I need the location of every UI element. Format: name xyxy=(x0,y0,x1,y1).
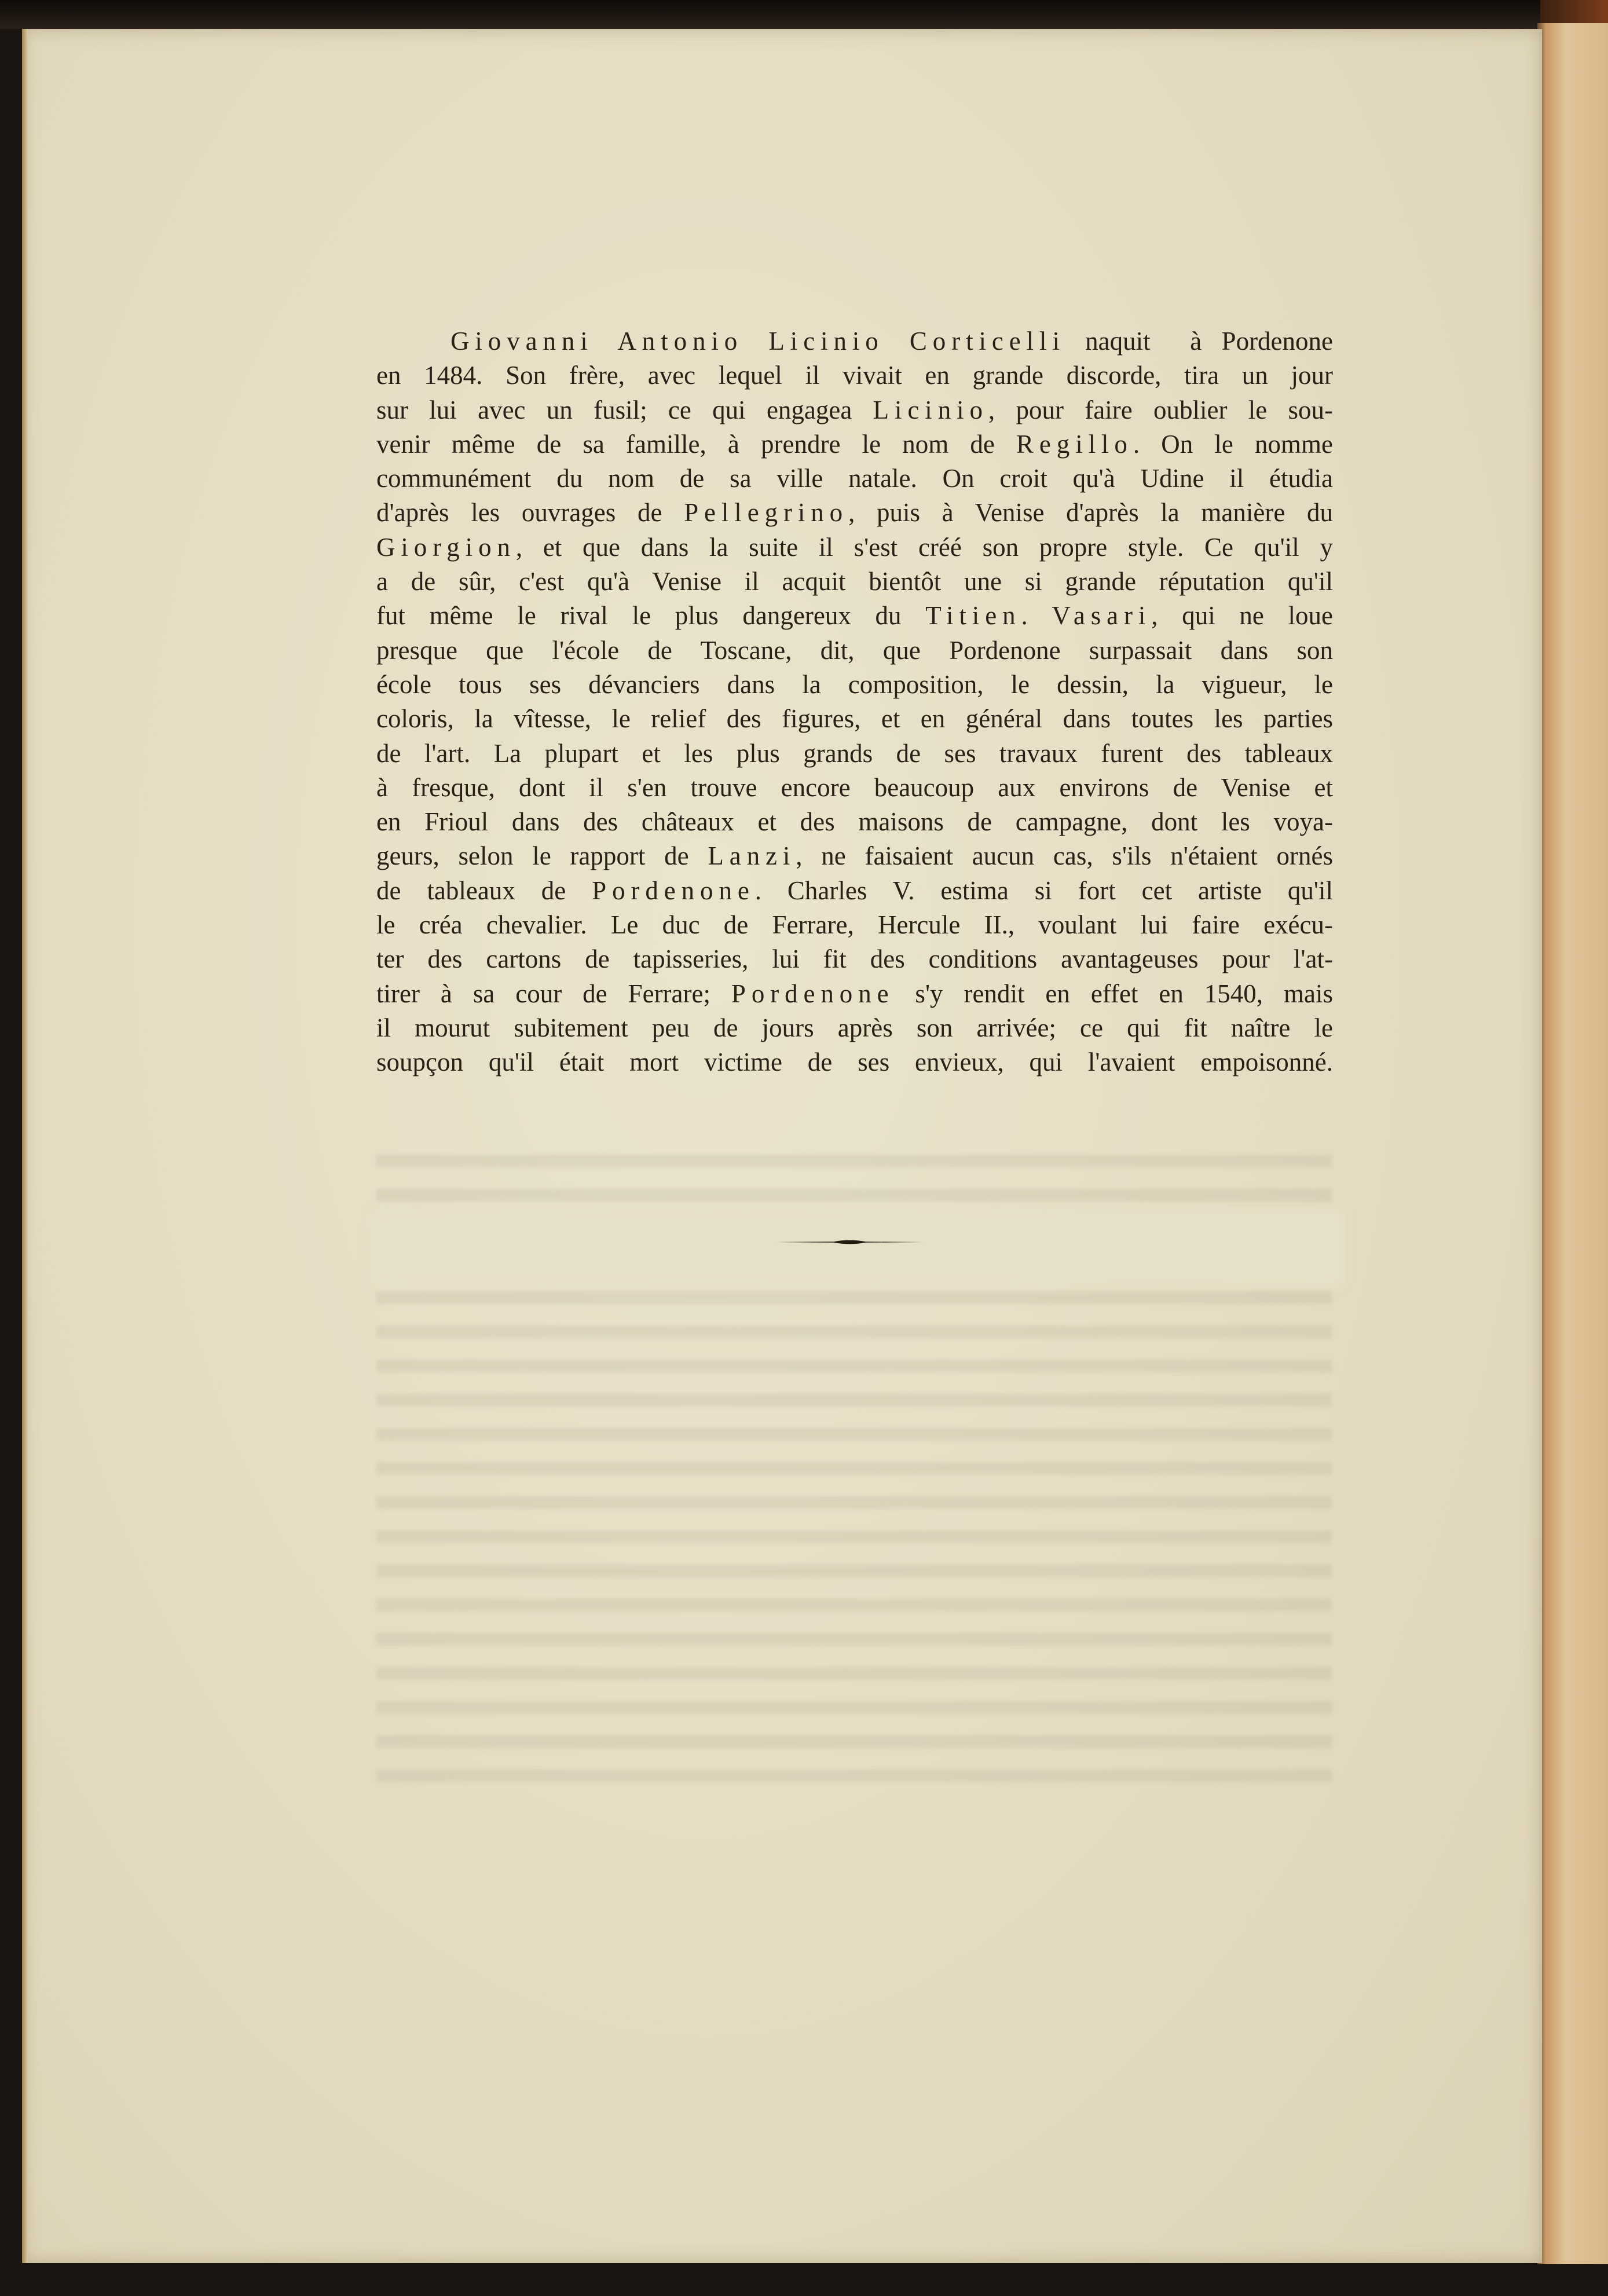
text-line xyxy=(376,565,1333,599)
text-segment: école tous ses dévanciers dans la composition, le dessin, la vigueur, le xyxy=(376,669,1333,699)
text-line xyxy=(376,737,1333,771)
text-line xyxy=(376,1011,1333,1045)
proper-name: Licinio xyxy=(873,395,988,424)
text-segment: geurs, selon le rapport de xyxy=(376,841,708,871)
text-segment: presque que l'école de Toscane, dit, que Pordenone surpassait dans son xyxy=(376,635,1333,665)
text-segment: a de sûr, c'est qu'à Venise il acquit bientôt une si grande réputation qu'il xyxy=(376,567,1333,596)
proper-name: Giovanni Antonio Licinio Corticelli xyxy=(450,327,1065,356)
text-line xyxy=(376,427,1333,462)
bleed-gap xyxy=(371,1210,1343,1286)
text-segment: naquit à Pordenone xyxy=(1065,327,1334,356)
proper-name: Titien xyxy=(925,601,1021,631)
text-line xyxy=(376,668,1333,702)
proper-name: Regillo xyxy=(1016,429,1133,459)
text-line xyxy=(376,977,1333,1011)
text-segment: , puis à Venise d'après la manière du xyxy=(848,498,1333,528)
text-segment: . xyxy=(1021,601,1052,631)
text-segment: à fresque, dont il s'en trouve encore beaucoup aux environs de Venise et xyxy=(376,772,1333,802)
text-line xyxy=(376,462,1333,496)
text-line xyxy=(376,633,1333,668)
text-line xyxy=(376,702,1333,736)
text-line xyxy=(376,805,1333,839)
text-segment: s'y rendit en effet en 1540, mais xyxy=(894,979,1333,1008)
facing-page-edge xyxy=(1537,23,1608,2264)
text-line xyxy=(376,393,1333,427)
scanner-background-top xyxy=(0,0,1608,29)
text-line xyxy=(376,599,1333,633)
text-segment: , ne faisaient aucun cas, s'ils n'étaient ornés xyxy=(796,841,1333,871)
text-line xyxy=(376,839,1333,873)
text-segment: coloris, la vîtesse, le relief des figures, et en général dans toutes les parties xyxy=(376,704,1333,734)
page-left-edge xyxy=(22,29,28,2263)
text-segment: le créa chevalier. Le duc de Ferrare, Hercule II., voulant lui faire exécu- xyxy=(376,910,1333,940)
text-line xyxy=(376,874,1333,908)
proper-name: Vasari xyxy=(1052,601,1152,631)
text-segment: de l'art. La plupart et les plus grands de ses travaux furent des tableaux xyxy=(376,738,1333,768)
text-line xyxy=(376,358,1333,393)
text-line xyxy=(376,908,1333,942)
text-line xyxy=(376,324,1333,358)
proper-name: Pellegrino xyxy=(684,498,849,528)
proper-name: Lanzi xyxy=(708,841,796,871)
tapered-rule-ornament-icon xyxy=(776,1238,924,1246)
body-paragraph xyxy=(376,324,1333,1080)
text-segment: en 1484. Son frère, avec lequel il vivait en grande discorde, tira un jour xyxy=(376,361,1333,390)
text-segment: ter des cartons de tapisseries, lui fit des conditions avantageuses pour l'at- xyxy=(376,944,1333,974)
text-line xyxy=(376,496,1333,530)
text-segment: , et que dans la suite il s'est créé son propre style. Ce qu'il y xyxy=(515,532,1333,562)
text-line xyxy=(376,771,1333,805)
text-segment: fut même le rival le plus dangereux du xyxy=(376,601,926,631)
text-line xyxy=(376,530,1333,565)
text-segment: soupçon qu'il était mort victime de ses envieux, qui l'avaient empoisonné. xyxy=(376,1048,1333,1077)
text-segment: sur lui avec un fusil; ce qui engagea xyxy=(376,395,873,424)
text-segment: en Frioul dans des châteaux et des maisons de campagne, dont les voya- xyxy=(376,807,1333,837)
text-segment: de tableaux de xyxy=(376,876,592,905)
text-segment: il mourut subitement peu de jours après son arrivée; ce qui fit naître le xyxy=(376,1013,1333,1042)
text-segment: , qui ne loue xyxy=(1151,601,1334,631)
text-segment: communément du nom de sa ville natale. On croit qu'à Udine il étudia xyxy=(376,464,1333,493)
proper-name: Pordenone xyxy=(592,876,755,905)
text-segment: tirer à sa cour de Ferrare; xyxy=(376,979,731,1008)
text-line xyxy=(376,1045,1333,1079)
proper-name: Pordenone xyxy=(731,979,895,1008)
text-segment: . Charles V. estima si fort cet artiste qu'il xyxy=(754,876,1333,905)
text-segment: , pour faire oublier le sou- xyxy=(988,395,1333,424)
text-segment: venir même de sa famille, à prendre le nom de xyxy=(376,429,1017,459)
proper-name: Giorgion xyxy=(376,532,516,562)
text-line xyxy=(376,942,1333,976)
text-segment: . On le nomme xyxy=(1133,429,1333,459)
text-segment: d'après les ouvrages de xyxy=(376,498,684,528)
